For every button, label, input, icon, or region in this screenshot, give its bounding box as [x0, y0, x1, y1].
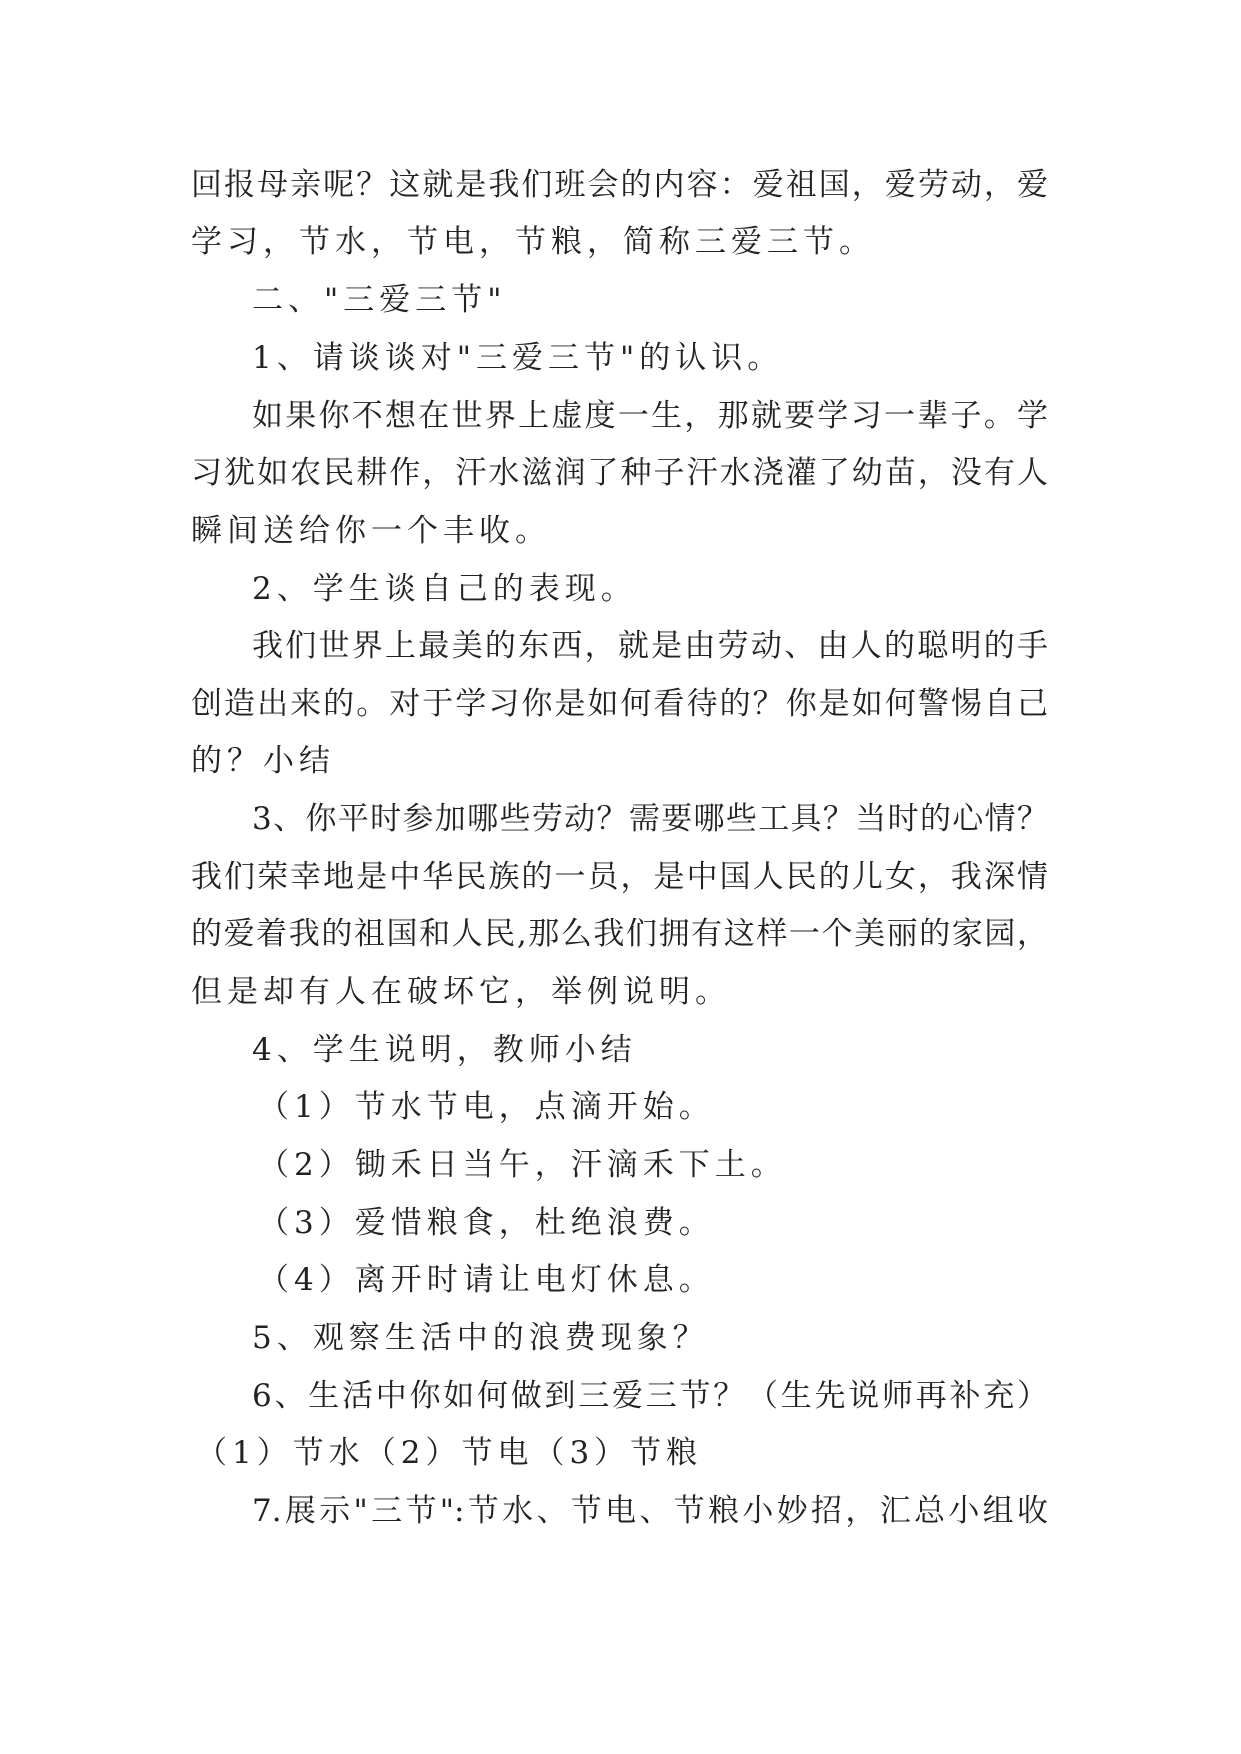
sub-list-item: （1）节水节电，点滴开始。 — [258, 1089, 715, 1125]
list-item: 6、生活中你如何做到三爱三节？（生先说师再补充） — [252, 1378, 1048, 1414]
list-item: 3、你平时参加哪些劳动？需要哪些工具？当时的心情？ — [252, 801, 1048, 837]
text-line: 的？小结 — [191, 743, 335, 779]
list-item: 1、请谈谈对"三爱三节"的认识。 — [252, 340, 784, 376]
text-line: 如果你不想在世界上虚度一生，那就要学习一辈子。学 — [252, 398, 1048, 434]
text-line: 我们荣幸地是中华民族的一员，是中国人民的儿女，我深情 — [191, 859, 1048, 895]
list-item: 7.展示"三节":节水、节电、节粮小妙招，汇总小组收 — [252, 1493, 1048, 1529]
text-line: 创造出来的。对于学习你是如何看待的？你是如何警惕自己 — [191, 686, 1048, 722]
list-item: 5、观察生活中的浪费现象？ — [252, 1320, 709, 1356]
section-heading: 二、"三爱三节" — [252, 282, 507, 318]
text-line: 瞬间送给你一个丰收。 — [191, 513, 551, 549]
sub-list-item: （2）锄禾日当午，汗滴禾下土。 — [258, 1147, 787, 1183]
sub-list-item: （4）离开时请让电灯休息。 — [258, 1262, 715, 1298]
text-line: 学习，节水，节电，节粮，简称三爱三节。 — [191, 224, 875, 260]
sub-list-item: （1）节水（2）节电（3）节粮 — [196, 1435, 703, 1471]
sub-list-item: （3）爱惜粮食，杜绝浪费。 — [258, 1205, 715, 1241]
text-line: 我们世界上最美的东西，就是由劳动、由人的聪明的手 — [252, 628, 1048, 664]
text-line: 回报母亲呢？这就是我们班会的内容：爱祖国，爱劳动，爱 — [191, 167, 1048, 203]
text-line: 的爱着我的祖国和人民,那么我们拥有这样一个美丽的家园， — [191, 916, 1048, 952]
list-item: 2、学生谈自己的表现。 — [252, 571, 637, 607]
text-line: 但是却有人在破坏它，举例说明。 — [191, 974, 731, 1010]
text-line: 习犹如农民耕作，汗水滋润了种子汗水浇灌了幼苗，没有人 — [191, 455, 1048, 491]
list-item: 4、学生说明，教师小结 — [252, 1032, 637, 1068]
